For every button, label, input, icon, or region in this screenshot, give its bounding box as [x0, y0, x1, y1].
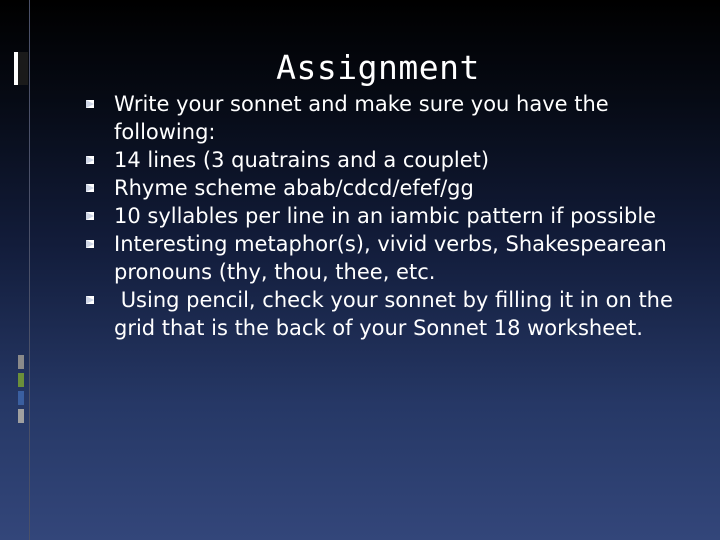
square-bullet-icon	[86, 212, 94, 220]
bullet-text: Rhyme scheme abab/cdcd/efef/gg	[114, 176, 474, 200]
bullet-text: Write your sonnet and make sure you have the following:	[114, 92, 609, 144]
square-bullet-icon	[86, 100, 94, 108]
side-accent-bar	[18, 355, 24, 369]
bullet-item	[86, 286, 686, 342]
bullet-item	[86, 174, 686, 202]
side-accent-bar	[18, 409, 24, 423]
square-bullet-icon	[86, 240, 94, 248]
bullet-item	[86, 146, 686, 174]
bullet-item	[86, 230, 686, 286]
side-accent-bars	[18, 355, 24, 427]
square-bullet-icon	[86, 296, 94, 304]
bullet-text: Using pencil, check your sonnet by filling it in on the grid that is the back of your Sonnet 18 worksheet.	[114, 288, 680, 340]
bullet-item	[86, 202, 686, 230]
side-accent-bar	[18, 373, 24, 387]
square-bullet-icon	[86, 184, 94, 192]
side-accent-bar	[18, 391, 24, 405]
square-bullet-icon	[86, 156, 94, 164]
bullet-text: Interesting metaphor(s), vivid verbs, Shakespearean pronouns (thy, thou, thee, etc.	[114, 232, 667, 284]
bullet-text: 10 syllables per line in an iambic pattern if possible	[114, 204, 657, 228]
bullet-list	[86, 90, 686, 342]
bullet-text: 14 lines (3 quatrains and a couplet)	[114, 148, 490, 172]
bullet-item	[86, 90, 686, 146]
slide-title: Assignment	[276, 48, 480, 87]
